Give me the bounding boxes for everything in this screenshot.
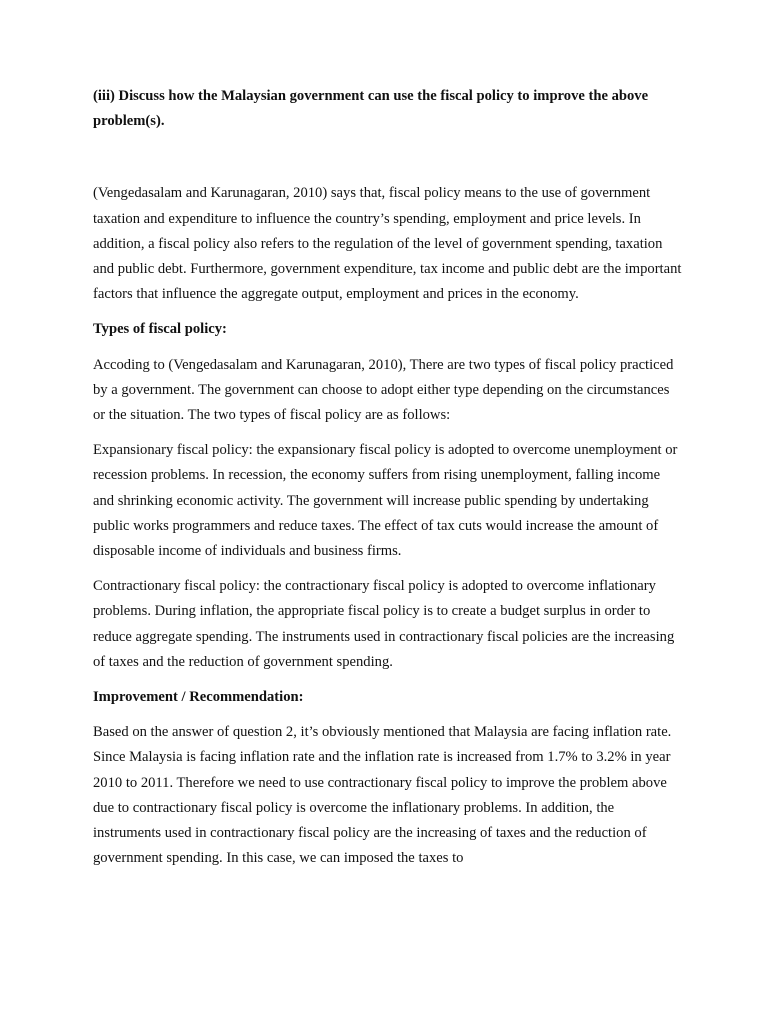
expansionary-paragraph: Expansionary fiscal policy: the expansionary fiscal policy is adopted to overcome unemployment or recession problems. In recession, the economy suffers from rising unemployment, falling income and shrinking economic activity. The government will increase public spending by undertaking public works programmers and reduce taxes. The effect of tax cuts would increase the amount of disposable income of individuals and business firms. <box>93 442 678 560</box>
intro-paragraph: (Vengedasalam and Karunagaran, 2010) says that, fiscal policy means to the use of government taxation and expenditure to influence the country’s spending, employment and price levels. In addition, a fiscal policy also refers to the regulation of the level of government spending, taxation and public debt. Furthermore, government expenditure, tax income and public debt are the important factors that influence the aggregate output, employment and prices in the economy. <box>93 185 682 303</box>
contractionary-paragraph: Contractionary fiscal policy: the contractionary fiscal policy is adopted to overcome inflationary problems. During inflation, the appropriate fiscal policy is to create a budget surplus in order to reduce aggregate spending. The instruments used in contractionary fiscal policies are the increasing of taxes and the reduction of government spending. <box>93 578 675 670</box>
document-page <box>93 84 683 881</box>
recommendation-paragraph: Based on the answer of question 2, it’s obviously mentioned that Malaysia are facing inflation rate. Since Malaysia is facing inflation rate and the inflation rate is increased from 1.7% to 3.2% in year 2010 to 2011. Therefore we need to use contractionary fiscal policy to improve the problem above due to contractionary fiscal policy is overcome the inflationary problems. In addition, the instruments used in contractionary fiscal policy are the increasing of taxes and the reduction of government spending. In this case, we can imposed the taxes to <box>93 724 672 867</box>
question-heading: (iii) Discuss how the Malaysian government can use the fiscal policy to improve the above problem(s). <box>93 88 649 130</box>
types-paragraph: Accoding to (Vengedasalam and Karunagaran, 2010), There are two types of fiscal policy practiced by a government. The government can choose to adopt either type depending on the circumstances or the situation. The two types of fiscal policy are as follows: <box>93 356 674 424</box>
recommendation-heading: Improvement / Recommendation: <box>93 689 304 706</box>
types-heading: Types of fiscal policy: <box>93 321 227 338</box>
